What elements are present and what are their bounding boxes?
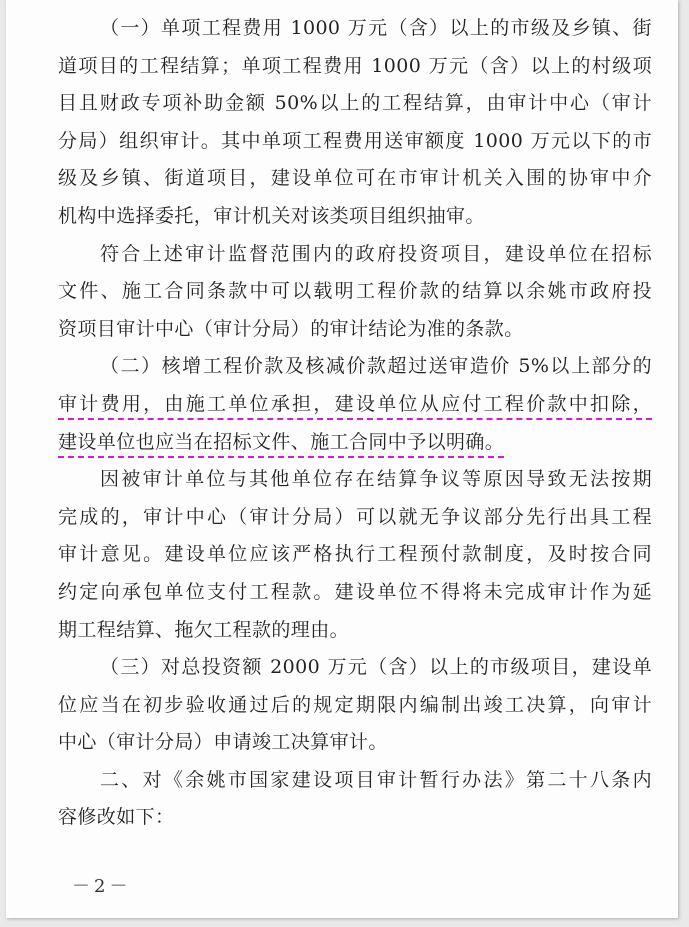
paragraph-5-line-2: 位应当在初步验收通过后的规定期限内编制出竣工决算，向审计 (58, 693, 652, 716)
paragraph-3-line-3 (58, 424, 652, 462)
paragraph-2-line-1: 符合上述审计监督范围内的政府投资项目，建设单位在招标 (100, 242, 652, 265)
paragraph-4-line-5: 期工程结算、拖欠工程款的理由。 (58, 618, 350, 641)
page-number: －2－ (72, 876, 132, 897)
paragraph-6-line-2: 容修改如下： (58, 806, 175, 829)
paragraph-1-line-2: 道项目的工程结算；单项工程费用 1000 万元（含）以上的村级项 (58, 54, 652, 77)
paragraph-4-line-4: 约定向承包单位支付工程款。建设单位不得将未完成审计作为延 (58, 580, 652, 603)
paragraph-2-line-3: 资项目审计中心（审计分局）的审计结论为准的条款。 (58, 317, 524, 340)
paragraph-6-line-1: 二、对《余姚市国家建设项目审计暂行办法》第二十八条内 (100, 768, 652, 791)
highlighted-text: 建设单位也应当在招标文件、施工合同中予以明确。 (58, 431, 504, 458)
paragraph-1-line-3: 目且财政专项补助金额 50%以上的工程结算，由审计中心（审计 (58, 92, 652, 115)
document-body (58, 10, 652, 837)
paragraph-2-line-2: 文件、施工合同条款中可以载明工程价款的结算以余姚市政府投 (58, 280, 652, 303)
paragraph-1-line-4: 分局）组织审计。其中单项工程费用送审额度 1000 万元以下的市 (58, 129, 652, 152)
highlighted-text: 审计费用，由施工单位承担，建设单位从应付工程价款中扣除， (58, 393, 652, 420)
paragraph-3-line-2 (58, 386, 652, 424)
paragraph-1-line-1: （一）单项工程费用 1000 万元（含）以上的市级及乡镇、街 (100, 17, 652, 39)
document-page (6, 0, 678, 918)
paragraph-4-line-3: 审计意见。建设单位应该严格执行工程预付款制度，及时按合同 (58, 543, 652, 566)
paragraph-1-line-5: 级及乡镇、街道项目，建设单位可在市审计机关入围的协审中介 (58, 167, 652, 190)
paragraph-4-line-1: 因被审计单位与其他单位存在结算争议等原因导致无法按期 (100, 468, 652, 491)
paragraph-5-line-1: （三）对总投资额 2000 万元（含）以上的市级项目，建设单 (100, 656, 652, 679)
paragraph-1-line-6: 机构中选择委托，审计机关对该类项目组织抽审。 (58, 204, 485, 227)
paragraph-5-line-3: 中心（审计分局）申请竣工决算审计。 (58, 731, 388, 754)
paragraph-4-line-2: 完成的，审计中心（审计分局）可以就无争议部分先行出具工程 (58, 505, 652, 528)
paragraph-3-line-1: （二）核增工程价款及核减价款超过送审造价 5%以上部分的 (100, 355, 652, 378)
